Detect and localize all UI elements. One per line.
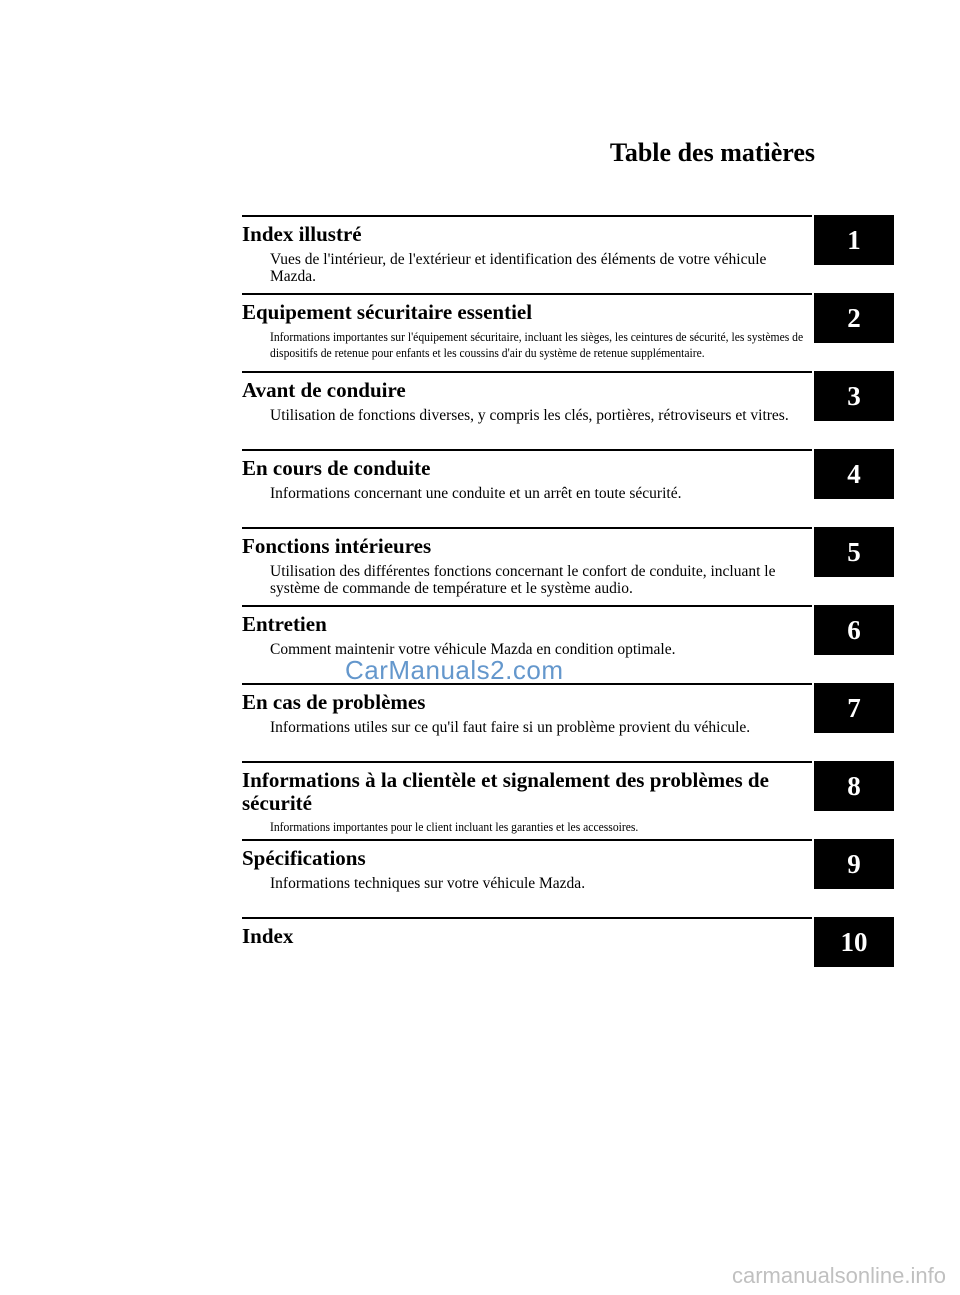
toc-heading[interactable]: Equipement sécuritaire essentiel (242, 300, 533, 324)
toc-description: Vues de l'intérieur, de l'extérieur et identification des éléments de votre véhicule Mazda. (270, 251, 767, 285)
section-tab-2[interactable]: 2 (814, 293, 894, 343)
toc-heading[interactable]: En cas de problèmes (242, 690, 426, 714)
toc-entry-10[interactable] (242, 917, 894, 995)
divider (242, 215, 812, 217)
toc-entry-8[interactable] (242, 761, 894, 839)
toc-description: Utilisation de fonctions diverses, y compris les clés, portières, rétroviseurs et vitres. (270, 407, 789, 424)
section-tab-9[interactable]: 9 (814, 839, 894, 889)
toc-entry-6[interactable] (242, 605, 894, 683)
toc-heading[interactable]: Index illustré (242, 222, 362, 246)
divider (242, 527, 812, 529)
section-tab-3[interactable]: 3 (814, 371, 894, 421)
toc-description: Informations importantes sur l'équipement sécuritaire, incluant les sièges, les ceintures de sécurité, les systèmes de dispositifs de retenue pour enfants et les coussins d'air du système de retenue supplémentaire. (270, 330, 804, 360)
divider (242, 839, 812, 841)
toc-entry-1[interactable] (242, 215, 894, 293)
section-tab-4[interactable]: 4 (814, 449, 894, 499)
table-of-contents (242, 215, 894, 995)
divider (242, 449, 812, 451)
section-tab-10[interactable]: 10 (814, 917, 894, 967)
toc-description: Comment maintenir votre véhicule Mazda en condition optimale. (270, 641, 676, 658)
toc-heading[interactable]: Fonctions intérieures (242, 534, 432, 558)
toc-heading[interactable]: Index (242, 924, 294, 948)
toc-heading[interactable]: Entretien (242, 612, 327, 636)
watermark-carmanuals2: CarManuals2.com (345, 655, 564, 685)
toc-entry-5[interactable] (242, 527, 894, 605)
toc-description: Informations importantes pour le client incluant les garanties et les accessoires. (270, 820, 639, 834)
section-tab-5[interactable]: 5 (814, 527, 894, 577)
section-tab-8[interactable]: 8 (814, 761, 894, 811)
divider (242, 371, 812, 373)
toc-entry-9[interactable] (242, 839, 894, 917)
toc-heading[interactable]: Spécifications (242, 846, 366, 870)
toc-heading[interactable]: En cours de conduite (242, 456, 431, 480)
toc-description: Informations utiles sur ce qu'il faut faire si un problème provient du véhicule. (270, 719, 751, 736)
watermark-carmanualsonline: carmanualsonline.info (731, 1263, 946, 1288)
toc-entry-7[interactable] (242, 683, 894, 761)
toc-description: Utilisation des différentes fonctions concernant le confort de conduite, incluant le système de commande de température et le système audio. (270, 563, 776, 597)
divider (242, 761, 812, 763)
divider (242, 605, 812, 607)
toc-description: Informations concernant une conduite et un arrêt en toute sécurité. (270, 485, 682, 502)
toc-entry-2[interactable] (242, 293, 894, 371)
section-tab-7[interactable]: 7 (814, 683, 894, 733)
section-tab-6[interactable]: 6 (814, 605, 894, 655)
section-tab-1[interactable]: 1 (814, 215, 894, 265)
divider (242, 917, 812, 919)
divider (242, 293, 812, 295)
toc-entry-3[interactable] (242, 371, 894, 449)
page-title: Table des matières (609, 138, 815, 167)
toc-entry-4[interactable] (242, 449, 894, 527)
toc-heading[interactable]: Avant de conduire (242, 378, 406, 402)
toc-description: Informations techniques sur votre véhicule Mazda. (270, 875, 586, 892)
toc-heading[interactable]: Informations à la clientèle et signalement des problèmes de sécurité (242, 768, 769, 815)
